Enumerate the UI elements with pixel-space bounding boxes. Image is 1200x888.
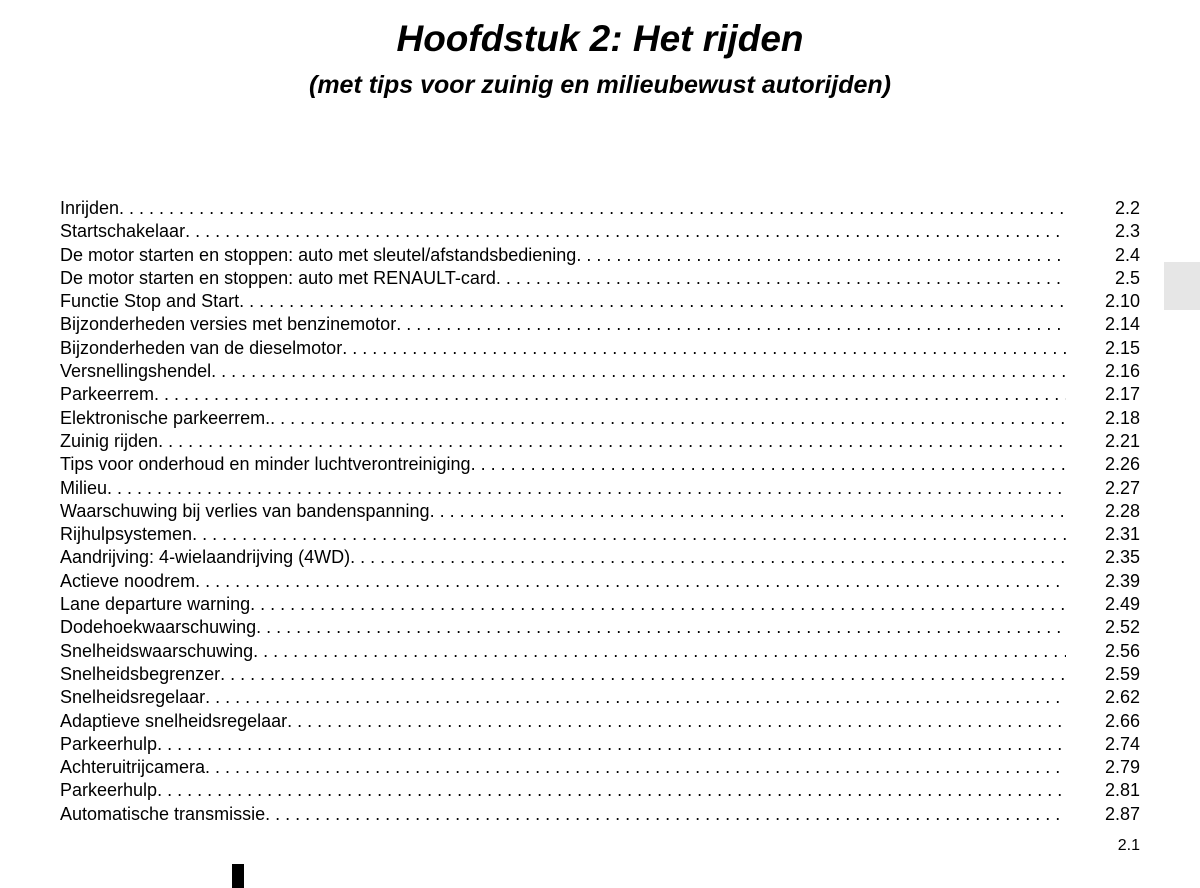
toc-entry-page: 2.21 <box>1104 430 1140 451</box>
toc-entry[interactable] <box>60 313 1140 336</box>
toc-entry[interactable] <box>60 220 1140 243</box>
dot-leader <box>342 337 1066 360</box>
toc-entry[interactable] <box>60 290 1140 313</box>
toc-entry[interactable] <box>60 803 1140 826</box>
toc-entry[interactable] <box>60 477 1140 500</box>
toc-entry[interactable] <box>60 267 1140 290</box>
toc-entry-label: Waarschuwing bij verlies van bandenspanning <box>60 500 430 521</box>
toc-entry[interactable] <box>60 756 1140 779</box>
toc-entry[interactable] <box>60 593 1140 616</box>
toc-entry[interactable] <box>60 570 1140 593</box>
toc-entry-page: 2.31 <box>1104 524 1140 545</box>
dot-leader <box>256 616 1066 639</box>
dot-leader <box>270 407 1066 430</box>
toc-entry-page: 2.27 <box>1104 477 1140 498</box>
toc-entry-label: Rijhulpsystemen <box>60 524 193 545</box>
toc-entry[interactable] <box>60 500 1140 523</box>
toc-entry-page: 2.26 <box>1104 454 1140 475</box>
toc-entry-label: Tips voor onderhoud en minder luchtverontreiniging <box>60 454 471 475</box>
toc-entry-label: Zuinig rijden <box>60 430 159 451</box>
dot-leader <box>239 290 1066 313</box>
toc-entry-page: 2.28 <box>1104 500 1140 521</box>
toc-entry-page: 2.10 <box>1104 291 1140 312</box>
dot-leader <box>154 383 1066 406</box>
dot-leader <box>185 220 1066 243</box>
dot-leader <box>471 453 1066 476</box>
toc-entry[interactable] <box>60 407 1140 430</box>
toc-entry-label: Automatische transmissie <box>60 803 266 824</box>
dot-leader <box>205 756 1066 779</box>
dot-leader <box>350 546 1066 569</box>
dot-leader <box>396 313 1066 336</box>
toc-entry-label: Snelheidswaarschuwing <box>60 640 254 661</box>
toc-entry-label: Parkeerhulp <box>60 780 158 801</box>
dot-leader <box>287 710 1066 733</box>
toc-entry-page: 2.62 <box>1104 687 1140 708</box>
toc-entry-label: De motor starten en stoppen: auto met RENAULT-card <box>60 267 496 288</box>
dot-leader <box>250 593 1066 616</box>
toc-entry-page: 2.81 <box>1104 780 1140 801</box>
toc-entry[interactable] <box>60 197 1140 220</box>
toc-entry-page: 2.35 <box>1104 547 1140 568</box>
dot-leader <box>430 500 1066 523</box>
dot-leader <box>265 803 1066 826</box>
page-subtitle: (met tips voor zuinig en milieubewust autorijden) <box>309 71 891 99</box>
toc-entry-page: 2.2 <box>1114 198 1140 218</box>
toc-entry[interactable] <box>60 779 1140 802</box>
toc-entry-page: 2.17 <box>1104 384 1140 405</box>
toc-entry-label: Snelheidsregelaar <box>60 687 206 708</box>
toc-entry[interactable] <box>60 640 1140 663</box>
toc-entry[interactable] <box>60 337 1140 360</box>
page-title: Hoofdstuk 2: Het rijden <box>396 18 804 59</box>
toc-entry-page: 2.49 <box>1104 594 1140 615</box>
toc-entry[interactable] <box>60 244 1140 267</box>
toc-entry-page: 2.59 <box>1104 663 1140 684</box>
toc-entry-label: Aandrijving: 4-wielaandrijving (4WD) <box>60 547 351 568</box>
dot-leader <box>192 523 1066 546</box>
toc-entry-page: 2.14 <box>1104 314 1140 335</box>
toc-entry-page: 2.52 <box>1104 617 1140 638</box>
toc-entry[interactable] <box>60 733 1140 756</box>
toc-entry-label: De motor starten en stoppen: auto met sleutel/afstandsbediening <box>60 244 577 265</box>
dot-leader <box>157 779 1066 802</box>
toc-entry-label: Actieve noodrem <box>60 570 196 591</box>
toc-entry-page: 2.74 <box>1104 733 1140 754</box>
toc-entry-page: 2.18 <box>1104 407 1140 428</box>
toc-entry-page: 2.56 <box>1104 640 1140 661</box>
toc-entry-label: Parkeerrem <box>60 384 155 405</box>
toc-entry-label: Lane departure warning <box>60 594 251 615</box>
toc-entry[interactable] <box>60 430 1140 453</box>
dot-leader <box>119 197 1066 220</box>
toc-entry-page: 2.3 <box>1114 221 1140 242</box>
toc-entry[interactable] <box>60 616 1140 639</box>
table-of-contents <box>60 197 1140 826</box>
toc-entry-label: Bijzonderheden van de dieselmotor <box>60 337 343 358</box>
toc-entry-label: Bijzonderheden versies met benzinemotor <box>60 314 397 335</box>
toc-entry[interactable] <box>60 663 1140 686</box>
toc-entry-page: 2.4 <box>1114 244 1140 265</box>
dot-leader <box>158 430 1066 453</box>
dot-leader <box>107 477 1066 500</box>
toc-entry[interactable] <box>60 383 1140 406</box>
toc-entry-page: 2.79 <box>1104 757 1140 778</box>
dot-leader <box>576 244 1066 267</box>
dot-leader <box>496 267 1066 290</box>
toc-entry-label: Elektronische parkeerrem. <box>60 407 271 428</box>
toc-entry-page: 2.66 <box>1104 710 1140 731</box>
dot-leader <box>195 570 1066 593</box>
toc-entry-label: Parkeerhulp <box>60 733 158 754</box>
toc-entry-page: 2.39 <box>1104 570 1140 591</box>
page-number: 2.1 <box>1117 837 1140 854</box>
toc-entry-page: 2.15 <box>1104 337 1140 358</box>
toc-entry[interactable] <box>60 546 1140 569</box>
toc-entry-label: Dodehoekwaarschuwing <box>60 617 257 638</box>
chapter-tab-marker <box>1164 262 1200 310</box>
dot-leader <box>253 640 1066 663</box>
toc-entry-label: Milieu <box>60 477 108 498</box>
toc-entry-page: 2.16 <box>1104 361 1140 382</box>
dot-leader <box>157 733 1066 756</box>
crop-mark <box>232 864 244 888</box>
dot-leader <box>205 686 1066 709</box>
dot-leader <box>211 360 1066 383</box>
toc-entry-label: Achteruitrijcamera <box>60 757 206 778</box>
toc-entry-label: Adaptieve snelheidsregelaar <box>60 710 288 731</box>
toc-entry-label: Startschakelaar <box>60 221 186 242</box>
toc-entry[interactable] <box>60 686 1140 709</box>
toc-entry[interactable] <box>60 523 1140 546</box>
toc-entry[interactable] <box>60 360 1140 383</box>
toc-entry-page: 2.87 <box>1104 803 1140 824</box>
dot-leader <box>220 663 1066 686</box>
toc-entry-page: 2.5 <box>1114 267 1140 288</box>
toc-entry-label: Functie Stop and Start <box>60 291 240 312</box>
toc-entry[interactable] <box>60 453 1140 476</box>
toc-entry-label: Versnellingshendel <box>60 361 212 382</box>
toc-entry[interactable] <box>60 710 1140 733</box>
toc-entry-label: Snelheidsbegrenzer <box>60 663 221 684</box>
toc-entry-label: Inrijden <box>60 198 120 218</box>
